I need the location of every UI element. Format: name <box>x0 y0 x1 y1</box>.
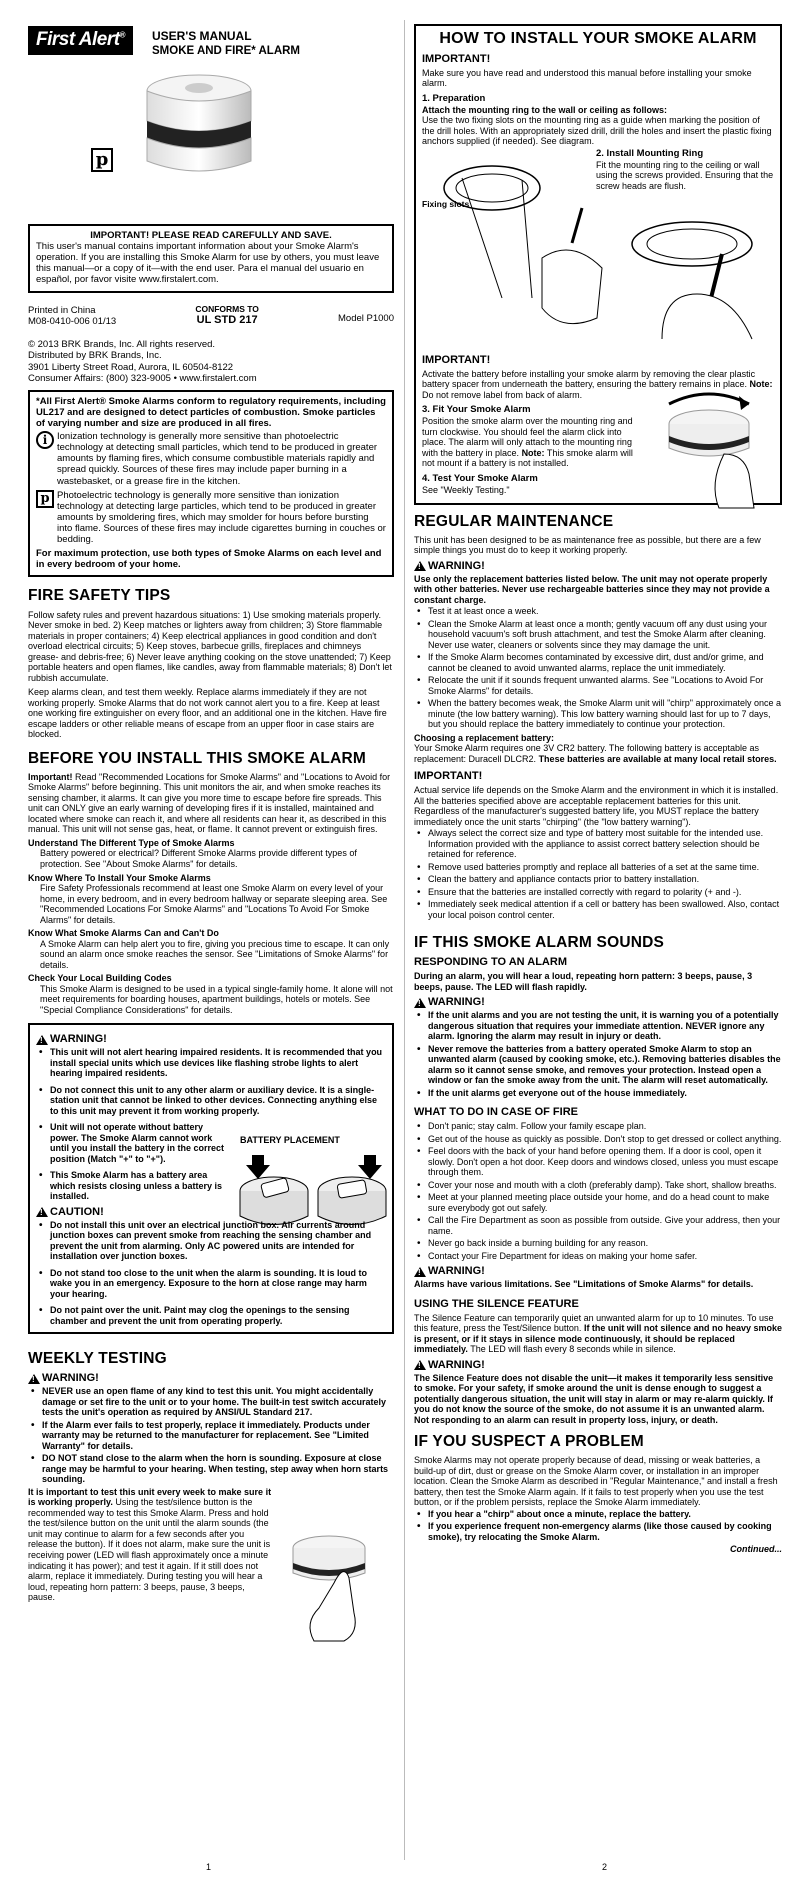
sounds-warning-item: • If the unit alarms get everyone out of the house immediately. <box>414 1088 782 1099</box>
step-1-subheading: Attach the mounting ring to the wall or ceiling as follows: <box>422 104 668 115</box>
responding-heading: RESPONDING TO AN ALARM <box>414 956 567 969</box>
maintenance-important-heading: IMPORTANT! <box>414 770 483 783</box>
step-2-heading: 2. Install Mounting Ring <box>596 147 704 159</box>
battery-item: • Always select the correct size and type of battery most suitable for the intended use. Information provided with the appliance to assist correct battery selection should be retained for reference. <box>414 828 782 860</box>
silence-warning-text: The Silence Feature does not disable the unit—it makes it temporarily less sensitive to smoke. For your safety, if smoke around the unit is dense enough to suggest a potentially dangerous situation, the unit will stay in alarm or may re-alarm quickly. If you do not know the source of the smoke, do not assume it is an unwanted alarm. Not responding to an alarm can result in property loss, injury, or death. <box>414 1372 774 1425</box>
caution-heading: ! CAUTION! <box>36 1206 386 1219</box>
distributor-line: Distributed by BRK Brands, Inc. <box>28 350 162 362</box>
step-4-heading: 4. Test Your Smoke Alarm <box>422 472 538 484</box>
maintenance-item: • Test it at least once a week. <box>414 606 782 617</box>
suspect-problem-heading: IF YOU SUSPECT A PROBLEM <box>414 1433 644 1451</box>
caution-item: • Do not stand too close to the unit when the alarm is sounding. It is loud to wake you in an emergency. Exposure to the horn at close range may harm your hearing. <box>36 1268 386 1300</box>
activate-battery-text: Activate the battery before installing your smoke alarm by removing the clear plastic battery spacer from underneath the battery, ensuring the battery remains in place. Note: Do not remove label from back of alarm. <box>422 368 773 400</box>
right-column: HOW TO INSTALL YOUR SMOKE ALARM IMPORTANT! Make sure you have read and understood this manual before installing your smoke alarm. 1. Preparation Attach the mounting ring to the wall or ceiling as follows: Use the two fixing slots on the mounting ring as a guide when marking the position of the drill holes. With an appropriately sized drill, drill the holes and insert the plastic fixing anchors supplied (if needed). See diagram. Fixing slots 2. Install Mounting Ring Fit the mounting ring to the ceiling or wall using the screws provided. Ensuring that the screw heads are flush. IMPORTANT! Activate the battery before installing your smoke alarm by removing the clear plastic battery spacer from underneath the battery, ensuring the battery remains in place. Note: Do not remove label from back of alarm. 3. Fit Your Smoke Alarm Position the smoke alarm over the mounting ring and turn clockwise. You should feel the alarm click into place. The alarm will only attach to the mounting ring with the battery in place. Note: This smoke alarm will not mount if a battery is not installed. 4. Test Your Smoke Alarm See "Weekly Testing." REGULAR MAINTENANCE This unit has been designed to be as maintenance free as possible, but there are a few simple things you must do to keep it working properly. ! WARNING! Use only the replacement batteries listed below. The unit may not operate properly with other batteries. Never use rechargeable batteries since they may not provide a constant charge. • Test it at least once a week. • Clean the Smoke Alarm at least once a month; gently vacuum off any dust using your household vacuum's soft brush attachment, and test the Smoke Alarm after cleaning. Never use water, cleaners or solvents since they may damage the unit. • If the Smoke Alarm becomes contaminated by excessive dirt, dust and/or grime, and cannot be cleaned to avoid unwanted alarms, replace the unit immediately. • Relocate the unit if it sounds frequent unwanted alarms. See "Locations to Avoid For Smoke Alarms" for details. • When the battery becomes weak, the Smoke Alarm unit will "chirp" approximately once a minute (the low battery warning). This low battery warning should last for up to 7 days, but you should replace the battery immediately to continue your protection. Choosing a replacement battery: Your Smoke Alarm requires one 3V CR2 battery. The following battery is acceptable as replacement: Duracell DLCR2. These batteries are available at many local retail stores. IMPORTANT! Actual service life depends on the Smoke Alarm and the environment in which it is installed. All the batteries specified above are acceptable replacement batteries for this unit. Regardless of the manufacturer's suggested battery life, you MUST replace the battery immediately once the unit starts "chirping" (the "low battery warning"). • Always select the correct size and type of battery most suitable for the intended use. Information provided with the appliance to assist correct battery selection should be retained for reference. • Remove used batteries promptly and replace all batteries of a set at the same time. • Clean the battery and appliance contacts prior to battery installation. • Ensure that the batteries are installed correctly with regard to polarity (+ and -). • Immediately seek medical attention if a cell or battery has been swallowed. Also, contact your local poison control center. IF THIS SMOKE ALARM SOUNDS RESPONDING TO AN ALARM During an alarm, you will hear a loud, repeating horn pattern: 3 beeps, pause, 3 beeps, pause. The LED will flash rapidly. ! WARNING! • If the unit alarms and you are not testing the unit, it is warning you of a potentially dangerous situation that requires your immediate attention. NEVER ignore any alarm. Ignoring the alarm may result in injury or death. • Never remove the batteries from a battery operated Smoke Alarm to stop an unwanted alarm (caused by cooking smoke, etc.). Removing batteries disables the alarm so it cannot sense smoke, and removes your protection. Instead open a window or fan the smoke away from the unit. The alarm will reset automatically. • If the unit alarms get everyone out of the house immediately. WHAT TO DO IN CASE OF FIRE • Don't panic; stay calm. Follow your family escape plan. • Get out of the house as quickly as possible. Don't stop to get dressed or collect anything. • Feel doors with the back of your hand before opening them. If a door is cool, open it slowly. Don't open a hot door. Keep doors and windows closed, unless you must escape through them. • Cover your nose and mouth with a cloth (preferably damp). Take short, shallow breaths. • Meet at your planned meeting place outside your home, and do a head count to make sure everybody got out safely. • Call the Fire Department as soon as possible from outside. Give your address, then your name. • Never go back inside a burning building for any reason. • Contact your Fire Department for ideas on making your home safer. ! WARNING! Alarms have various limitations. See "Limitations of Smoke Alarms" for details. USING THE SILENCE FEATURE The Silence Feature can temporarily quiet an unwanted alarm for up to 10 minutes. To use this feature, press the Test/Silence button. If the unit will not silence and no heavy smoke is present, or if it stays in silence mode continuously, it should be replaced immediately. The LED will flash every 8 seconds while in silence. ! WARNING! The Silence Feature does not disable the unit—it makes it temporarily less sensitive to smoke. For your safety, if smoke around the unit is dense enough to suggest a potentially dangerous situation, the unit will stay in alarm or may re-alarm quickly. If you do not know the source of the smoke, do not assume it is an unwanted alarm. Not responding to an alarm can result in property loss, injury, or death. IF YOU SUSPECT A PROBLEM Smoke Alarms may not operate properly because of dead, missing or weak batteries, a build-up of dirt, dust or grease on the Smoke Alarm cover, or installation in an improper location. Clean the Smoke Alarm as described in "Regular Maintenance," and install a fresh battery, then test the Smoke Alarm again. If it fails to test properly when you use the test button, or if the problem persists, replace the Smoke Alarm immediately. • If you hear a "chirp" about once a minute, replace the battery. • If you experience frequent non-emergency alarms (like those caused by cooking smoke), try relocating the Smoke Alarm. Continued... 2 <box>414 0 808 1555</box>
codes-text: This Smoke Alarm is designed to be used in a typical single-family home. It alone will not meet requirements for boarding houses, apartment buildings, hotels or motels. See "Special Compliance Considerations" for details. <box>40 983 393 1015</box>
step-2-text: Fit the mounting ring to the ceiling or wall using the screws provided. Ensuring that the screw heads are flush. <box>596 159 774 191</box>
part-number: M08-0410-006 01/13 <box>28 315 117 327</box>
photoelectric-logo: p <box>91 148 113 172</box>
warning-icon <box>414 998 426 1008</box>
fire-warning-heading: ! WARNING! <box>414 1265 782 1278</box>
warning-item: • Do not connect this unit to any other alarm or auxiliary device. It is a single-station unit that cannot be linked to other devices. Connecting anything else to this unit may prevent it from working properly. <box>36 1085 386 1117</box>
subhead-types: Understand The Different Type of Smoke Alarms <box>28 837 235 848</box>
max-protection-text: For maximum protection, use both types of Smoke Alarms on each level and in every bedroom of your home. <box>36 548 382 571</box>
choosing-battery-heading: Choosing a replacement battery: <box>414 732 555 743</box>
test-button-hand-image <box>274 1523 394 1643</box>
caution-icon <box>36 1207 48 1217</box>
important-notice-box <box>28 224 394 293</box>
fire-item: • Call the Fire Department as soon as possible from outside. Give your address, then your name. <box>414 1215 782 1236</box>
fire-item: • Get out of the house as quickly as possible. Don't stop to get dressed or collect anything. <box>414 1134 782 1145</box>
address-line: 3901 Liberty Street Road, Aurora, IL 60504-8122 <box>28 361 234 373</box>
fit-alarm-diagram <box>649 384 774 509</box>
fire-warning-text: Alarms have various limitations. See "Limitations of Smoke Alarms" for details. <box>414 1279 754 1290</box>
before-install-heading: BEFORE YOU INSTALL THIS SMOKE ALARM <box>28 749 366 767</box>
maintenance-list <box>414 606 782 730</box>
maintenance-important-text: Actual service life depends on the Smoke Alarm and the environment in which it is installed. All the batteries specified above are acceptable replacement batteries for this unit. Regardless of the manufacturer's suggested battery life, you MUST replace the battery immediately once the unit starts "chirping" (the "low battery warning"). <box>414 785 779 827</box>
how-to-install-heading: HOW TO INSTALL YOUR SMOKE ALARM <box>439 30 757 47</box>
conforms-label: CONFORMS TO <box>195 303 259 314</box>
weekly-warning-item: • NEVER use an open flame of any kind to test this unit. You might accidentally damage or set fire to the unit or to your home. The built-in test switch accurately tests the unit's operation as required by ANSI/UL Standard 217. <box>28 1386 394 1418</box>
ionization-icon: i <box>36 431 54 449</box>
maintenance-intro: This unit has been designed to be as maintenance free as possible, but there are a few simple things you must do to keep it working properly. <box>414 534 761 556</box>
fire-item: • Don't panic; stay calm. Follow your family escape plan. <box>414 1121 782 1132</box>
caution-item: • Do not install this unit over an electrical junction box. Air currents around junction boxes can prevent smoke from reaching the sensing chamber and prevent the unit from alarming. Only AC powered units are intended for installation over junction boxes. <box>36 1220 386 1262</box>
maintenance-item: • If the Smoke Alarm becomes contaminated by excessive dirt, dust and/or grime, and cannot be cleaned to avoid unwanted alarms, replace the unit immediately. <box>414 652 782 673</box>
maintenance-item: • Clean the Smoke Alarm at least once a month; gently vacuum off any dust using your household vacuum's soft brush attachment, and test the Smoke Alarm after cleaning. Never use water, cleaners or solvents since they may damage the unit. <box>414 619 782 651</box>
battery-placement-label: BATTERY PLACEMENT <box>240 1135 340 1146</box>
battery-list <box>414 828 782 920</box>
weekly-warning-item: • If the Alarm ever fails to test properly, replace it immediately. Products under warranty may be returned to the manufacturer for replacement. See "Limited Warranty" for details. <box>28 1420 394 1452</box>
types-text: Battery powered or electrical? Different Smoke Alarms provide different types of protection. See "About Smoke Alarms" for details. <box>40 848 357 869</box>
maintenance-warning-heading: ! WARNING! <box>414 560 782 573</box>
fire-item: • Contact your Fire Department for ideas on making your home safer. <box>414 1251 782 1262</box>
fire-item: • Cover your nose and mouth with a cloth (preferably damp). Take short, shallow breaths. <box>414 1180 782 1191</box>
warning-icon <box>36 1035 48 1045</box>
print-info <box>28 305 394 328</box>
weekly-testing-heading: WEEKLY TESTING <box>28 1350 167 1368</box>
smoke-alarm-product-image <box>124 66 274 186</box>
install-intro: Make sure you have read and understood this manual before installing your smoke alarm. <box>422 67 752 89</box>
silence-warning-heading: ! WARNING! <box>414 1359 782 1372</box>
maintenance-warning-text: Use only the replacement batteries listed below. The unit may not operate properly with other batteries. Never use rechargeable batteries since they may not provide a constant charge. <box>414 573 770 605</box>
mounting-ring-diagram <box>422 148 622 348</box>
step-3-heading: 3. Fit Your Smoke Alarm <box>422 404 531 416</box>
fire-item: • Never go back inside a burning building for any reason. <box>414 1238 782 1249</box>
install-important-heading: IMPORTANT! <box>422 52 491 65</box>
can-cant-text: A Smoke Alarm can help alert you to fire, giving you precious time to escape. It can only sound an alarm once smoke reaches the sensor. See "Limitations of Smoke Alarms" for details. <box>40 938 390 970</box>
ionization-text: Ionization technology is generally more sensitive than photoelectric technology at detecting small particles, which tend to be produced in greater amounts by flaming fires, which consume combustible materials rapidly and spread quickly. Sources of these fires may include paper burning in a wastebasket, or a grease fire in the kitchen. <box>57 431 378 487</box>
step-4-text: See "Weekly Testing." <box>422 484 510 495</box>
technology-info-box <box>28 390 394 578</box>
step-1-heading: 1. Preparation <box>422 92 486 104</box>
sounds-warning-item: • Never remove the batteries from a battery operated Smoke Alarm to stop an unwanted alarm (caused by cooking smoke, etc.). Removing batteries disables the alarm so it cannot sense smoke, and removes your protection. Instead open a window or fan the smoke away from the unit. The alarm will reset automatically. <box>414 1044 782 1086</box>
maintenance-heading: REGULAR MAINTENANCE <box>414 512 614 530</box>
suspect-item: • If you experience frequent non-emergency alarms (like those caused by cooking smoke), try relocating the Smoke Alarm. <box>414 1521 782 1542</box>
title-block <box>152 28 300 60</box>
warning-icon <box>28 1374 40 1384</box>
suspect-item: • If you hear a "chirp" about once a minute, replace the battery. <box>414 1509 782 1520</box>
battery-item: • Ensure that the batteries are installed correctly with regard to polarity (+ and -). <box>414 887 782 898</box>
fire-item: • Feel doors with the back of your hand before opening them. If a door is cool, open it slowly. Don't open a hot door. Keep doors and windows closed, unless you must escape through them. <box>414 1146 782 1178</box>
activate-battery-heading: IMPORTANT! <box>422 353 491 366</box>
product-title: SMOKE AND FIRE* ALARM <box>152 45 301 58</box>
important-body: This user's manual contains important information about your Smoke Alarm's operation. If you are installing this Smoke Alarm for use by others, you must leave this manual—or a copy of it—with the end user. Para el manual del usuario en español, por favor visite www.firstalert.com. <box>36 241 380 286</box>
photoelectric-icon: p <box>36 490 54 508</box>
subhead-can-cant: Know What Smoke Alarms Can and Can't Do <box>28 928 219 939</box>
warning-icon <box>414 1267 426 1277</box>
step-2-block <box>596 148 782 193</box>
silence-heading: USING THE SILENCE FEATURE <box>414 1297 579 1310</box>
warning-heading: ! WARNING! <box>36 1033 386 1046</box>
suspect-problem-text: Smoke Alarms may not operate properly because of dead, missing or weak batteries, a build-up of dirt, dust or grease on the Smoke Alarm cover, or installation in an improper location. Clean the Smoke Alarm as described in "Regular Maintenance," and install a fresh battery, then test the Smoke Alarm again. If it fails to test properly when you use the test button, or if the problem persists, replace the Smoke Alarm immediately. <box>414 1455 778 1508</box>
maintenance-item: • Relocate the unit if it sounds frequent unwanted alarms. See "Locations to Avoid For Smoke Alarms" for details. <box>414 675 782 696</box>
brand-logo: First Alert® <box>28 26 133 55</box>
manual-title: USER'S MANUAL <box>152 29 252 43</box>
ul-standard: UL STD 217 <box>196 314 258 327</box>
weekly-testing-text: It is important to test this unit every week to make sure it is working properly. Using the test/silence button is the recommended way to test this Smoke Alarm. Press and hold the test/silence button on the unit until the alarm sounds (the unit may continue to alarm for a few seconds after you release the button). If it does not alarm, make sure the unit is receiving power (LED will flash approximately once a minute indicating it has power); and test it again. If it still does not alarm, replace it immediately. During testing you will hear a loud, repeating horn pattern: 3 beeps, pause, 3 beeps, pause. <box>28 1486 272 1603</box>
warning-icon <box>414 561 426 571</box>
copyright-block <box>28 339 394 383</box>
fire-safety-p2: Keep alarms clean, and test them weekly. Replace alarms immediately if they are not working properly. Smoke Alarms that do not work cannot alert you to a fire. Keep at least one working fire extinguisher on every floor, and an additional one in the kitchen. Have fire escape ladders or other reliable means of escape from an upper floor in case stairs are blocked. <box>28 687 387 740</box>
subhead-codes: Check Your Local Building Codes <box>28 973 172 984</box>
model-number: Model P1000 <box>338 312 394 324</box>
weekly-warning-item: • DO NOT stand close to the alarm when the horn is sounding. Exposure at close range may be harmful to your hearing. When testing, step away when horn starts sounding. <box>28 1453 394 1485</box>
silence-text: The Silence Feature can temporarily quiet an unwanted alarm for up to 10 minutes. To use this feature, press the Test/Silence button. If the unit will not silence and no heavy smoke is present, or if it stays in silence mode continuously, it should be replaced immediately. The LED will flash every 8 seconds while in silence. <box>414 1312 782 1355</box>
copyright-line: © 2013 BRK Brands, Inc. All rights reserved. <box>28 339 216 351</box>
warning-icon <box>414 1360 426 1370</box>
consumer-affairs-line: Consumer Affairs: (800) 323-9005 • www.firstalert.com <box>28 372 257 384</box>
horn-pattern-text: During an alarm, you will hear a loud, repeating horn pattern: 3 beeps, pause, 3 beeps, pause. The LED will flash rapidly. <box>414 971 753 992</box>
step-3-text: Position the smoke alarm over the mounting ring and turn clockwise. You should feel the alarm click into place. The alarm will only attach to the mounting ring with the battery in place. Note: This smoke alarm will not mount if a battery is not installed. <box>422 416 633 469</box>
column-divider <box>404 20 405 1860</box>
battery-item: • Remove used batteries promptly and replace all batteries of a set at the same time. <box>414 862 782 873</box>
fire-item: • Meet at your planned meeting place outside your home, and do a head count to make sure everybody got out safely. <box>414 1192 782 1213</box>
battery-item: • Immediately seek medical attention if a cell or battery has been swallowed. Also, contact your local poison control center. <box>414 899 782 920</box>
alarm-sounds-heading: IF THIS SMOKE ALARM SOUNDS <box>414 934 665 952</box>
fixing-slots-label: Fixing slots <box>422 198 470 209</box>
warning-item: • This unit will not alert hearing impaired residents. It is recommended that you install special units which use devices like flashing strobe lights to alert hearing impaired residents. <box>36 1047 386 1079</box>
weekly-warning-heading: ! WARNING! <box>28 1372 394 1385</box>
sounds-warning-item: • If the unit alarms and you are not testing the unit, it is warning you of a potentially dangerous situation that requires your immediate attention. NEVER ignore any alarm. Ignoring the alarm may result in injury or death. <box>414 1010 782 1042</box>
photoelectric-text: Photoelectric technology is generally more sensitive than ionization technology at detecting large particles, which tend to be produced in greater amounts by smoldering fires, which may smolder for hours before bursting into flame. Sources of these fires may include cigarettes burning in couches or bedding. <box>57 489 386 546</box>
caution-item: • Do not paint over the unit. Paint may clog the openings to the sensing chamber and prevent the unit from operating properly. <box>36 1305 386 1326</box>
step-1-text: Use the two fixing slots on the mounting ring as a guide when marking the position of the drill holes. With an appropriately sized drill, drill the holes and insert the plastic fixing anchors supplied (if needed). See diagram. <box>422 115 772 147</box>
battery-item: • Clean the battery and appliance contacts prior to battery installation. <box>414 874 782 885</box>
warning-item: • Unit will not operate without battery power. The Smoke Alarm cannot work until you install the battery in the correct position (Match "+" to "+"). <box>36 1122 226 1164</box>
sounds-warning-heading: ! WARNING! <box>414 996 782 1009</box>
before-install-intro: Important! Read "Recommended Locations for Smoke Alarms" and "Locations to Avoid for Smoke Alarms" before beginning. This unit monitors the air, and when smoke reaches its sensing chamber, it alarms. It can give you more time to escape before fire spreads. This unit can ONLY give an early warning of developing fires if it is installed, maintained and located where smoke can reach it, and where all residents can hear it, as described in this manual. This unit will not sense gas, heat, or flame. It cannot prevent or extinguish fires. <box>28 771 391 835</box>
how-to-install-box <box>414 24 782 505</box>
install-ring-diagram <box>602 214 782 344</box>
warning-item: • This Smoke Alarm has a battery area which resists closing unless a battery is installed. <box>36 1170 226 1202</box>
subhead-where: Know Where To Install Your Smoke Alarms <box>28 872 211 883</box>
fire-list <box>414 1121 782 1261</box>
case-of-fire-heading: WHAT TO DO IN CASE OF FIRE <box>414 1106 578 1119</box>
continued-label: Continued... <box>730 1544 782 1555</box>
fire-safety-heading: FIRE SAFETY TIPS <box>28 587 171 605</box>
important-heading: IMPORTANT! PLEASE READ CAREFULLY AND SAVE. <box>90 230 332 241</box>
printed-in: Printed in China <box>28 304 96 316</box>
choosing-battery-text: Your Smoke Alarm requires one 3V CR2 battery. The following battery is acceptable as replacement: Duracell DLCR2. These batteries are available at many local retail stores. <box>414 743 777 764</box>
fire-safety-p1: Follow safety rules and prevent hazardous situations: 1) Use smoking materials properly. Never smoke in bed. 2) Keep matches or lighters away from children; 3) Store flammable materials in proper containers; 4) Keep electrical appliances in good condition and don't overload electrical circuits; 5) Keep stoves, barbecue grills, fireplaces and chimneys grease- and debris-free; 6) Never leave anything cooking on the stove unattended; 7) Keep portable heaters and open flames, like candles, away from flammable materials; 8) Don't let rubbish accumulate. <box>28 609 392 683</box>
warning-caution-box <box>28 1023 394 1334</box>
conformance-text: *All First Alert® Smoke Alarms conform to regulatory requirements, including UL217 and are designed to detect particles of combustion. Smoke particles of varying number and size are produced in all fires. <box>36 395 386 429</box>
left-column: First Alert® USER'S MANUAL SMOKE AND FIRE* ALARM p IMPORTANT! PLEASE READ CAREFULLY AND SAVE. This user's manual contains important information about your Smoke Alarm's operation. If you are installing this Smoke Alarm for use by others, you must leave this manual—or a copy of it—with the end user. Para el manual del usuario en español, por favor visite www.firstalert.com. Printed in China M08-0410-006 01/13 CONFORMS TO UL STD 217 Model P1000 © 2013 BRK Brands, Inc. All rights reserved. Distributed by BRK Brands, Inc. 3901 Liberty Street Road, Aurora, IL 60504-8122 Consumer Affairs: (800) 323-9005 • www.firstalert.com *All First Alert® Smoke Alarms conform to regulatory requirements, including UL217 and are designed to detect particles of combustion. Smoke particles of varying number and size are produced in all fires. i Ionization technology is generally more sensitive than photoelectric technology at detecting small particles, which tend to be produced in greater amounts by flaming fires, which consume combustible materials rapidly and spread quickly. Sources of these fires may include paper burning in a wastebasket, or a grease fire in the kitchen. p Photoelectric technology is generally more sensitive than ionization technology at detecting large particles, which tend to be produced in greater amounts by smoldering fires, which may smolder for hours before bursting into flame. Sources of these fires may include cigarettes burning in couches or bedding. For maximum protection, use both types of Smoke Alarms on each level and in every bedroom of your home. FIRE SAFETY TIPS Follow safety rules and prevent hazardous situations: 1) Use smoking materials properly. Never smoke in bed. 2) Keep matches or lighters away from children; 3) Store flammable materials in proper containers; 4) Keep electrical appliances in good condition and don't overload electrical circuits; 5) Keep stoves, barbecue grills, fireplaces and chimneys grease- and debris-free; 6) Never leave anything cooking on the stove unattended; 7) Keep portable heaters and open flames, like candles, away from flammable materials; 8) Don't let rubbish accumulate. Keep alarms clean, and test them weekly. Replace alarms immediately if they are not working properly. Smoke Alarms that do not work cannot alert you to a fire. Keep at least one working fire extinguisher on every floor, and an additional one in the kitchen. Have fire escape ladders or other reliable means of escape from an upper floor in case stairs are blocked. BEFORE YOU INSTALL THIS SMOKE ALARM Important! Read "Recommended Locations for Smoke Alarms" and "Locations to Avoid for Smoke Alarms" before beginning. This unit monitors the air, and when smoke reaches its sensing chamber, it alarms. It can give you more time to escape before fire spreads. This unit can ONLY give an early warning of developing fires if it is installed, maintained and located where smoke can reach it, and where all residents can hear it, as described in this manual. This unit will not sense gas, heat, or flame. It cannot prevent or extinguish fires. Understand The Different Type of Smoke Alarms Battery powered or electrical? Different Smoke Alarms provide different types of protection. See "About Smoke Alarms" for details. Know Where To Install Your Smoke Alarms Fire Safety Professionals recommend at least one Smoke Alarm on every level of your home, in every bedroom, and in every bedroom hallway or separate sleeping area. See "Recommended Locations For Smoke Alarms" and "Locations To Avoid For Smoke Alarms" for details. Know What Smoke Alarms Can and Can't Do A Smoke Alarm can help alert you to fire, giving you precious time to escape. It can only sound an alarm once smoke reaches the sensor. See "Limitations of Smoke Alarms" for details. Check Your Local Building Codes This Smoke Alarm is designed to be used in a typical single-family home. It alone will not meet requirements for boarding houses, apartment buildings, hotels or motels. See "Special Compliance Considerations" for details. ! WARNING! • This unit will not alert hearing impaired residents. It is recommended that you install special units which use devices like flashing strobe lights to alert hearing impaired residents. • Do not connect this unit to any other alarm or auxiliary device. It is a single-station unit that cannot be linked to other devices. Connecting anything else to this unit may prevent it from working properly. • Unit will not operate without battery power. The Smoke Alarm cannot work until you install the battery in the correct position (Match "+" to "+"). • This Smoke Alarm has a battery area which resists closing unless a battery is installed. BATTERY PLACEMENT ! CAUTION! • Do not install this unit over an electrical junction box. Air currents around junction boxes can prevent smoke from reaching the sensing chamber and prevent the unit from alarming. Only AC powered units are intended for installation over junction boxes. • Do not stand too close to the unit when the alarm is sounding. It is loud to wake you in an emergency. Exposure to the horn at close range may harm your hearing. • Do not paint over the unit. Paint may clog the openings to the sensing chamber and prevent the unit from operating properly. WEEKLY TESTING ! WARNING! • NEVER use an open flame of any kind to test this unit. You might accidentally damage or set fire to the unit or to your home. The built-in test switch accurately tests the unit's operation as required by ANSI/UL Standard 217. • If the Alarm ever fails to test properly, replace it immediately. Products under warranty may be returned to the manufacturer for replacement. See "Limited Warranty" for details. • DO NOT stand close to the alarm when the horn is sounding. Exposure at close range may be harmful to your hearing. When testing, step away when horn starts sounding. It is important to test this unit every week to make sure it is working properly. Using the test/silence button is the recommended way to test this Smoke Alarm. Press and hold the test/silence button on the unit until the alarm sounds (the unit may continue to alarm for a few seconds after you release the button). If it does not alarm, make sure the unit is receiving power (LED will flash approximately once a minute indicating it has power); and test it again. If it still does not alarm, replace it immediately. During testing you will hear a loud, repeating horn pattern: 3 beeps, pause, 3 beeps, pause. 1 <box>0 0 402 1604</box>
maintenance-item: • When the battery becomes weak, the Smoke Alarm unit will "chirp" approximately once a minute (the low battery warning). This low battery warning should last for up to 7 days, but you should replace the battery immediately to continue your protection. <box>414 698 782 730</box>
header <box>28 26 394 212</box>
where-text: Fire Safety Professionals recommend at least one Smoke Alarm on every level of your home, in every bedroom, and in every bedroom hallway or separate sleeping area. See "Recommended Locations For Smoke Alarms" and "Locations To Avoid For Smoke Alarms" for details. <box>40 883 388 925</box>
